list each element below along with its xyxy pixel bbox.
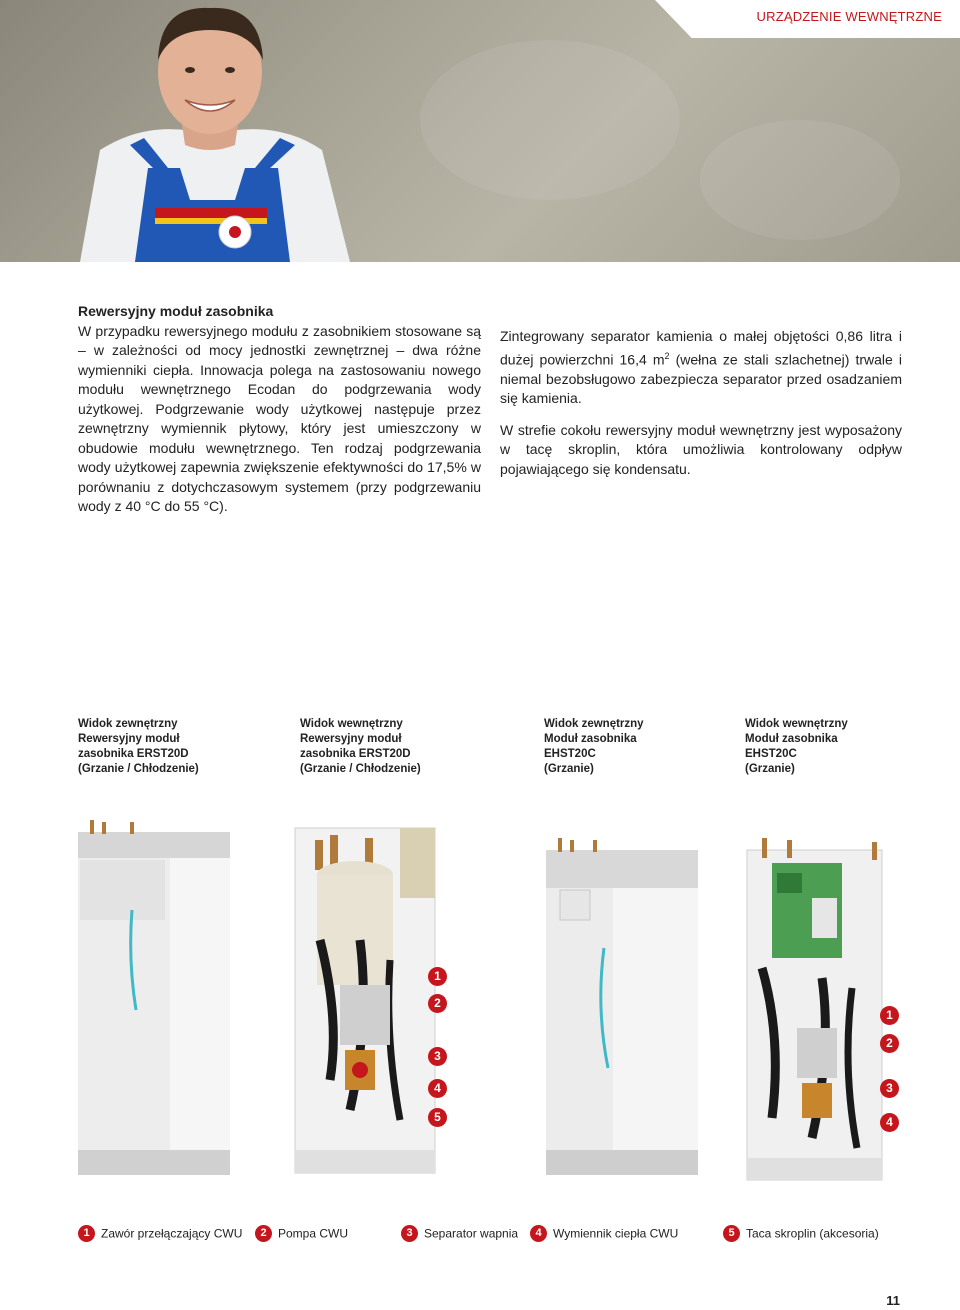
legend-number: 3 (401, 1225, 418, 1242)
legend-label: Pompa CWU (278, 1226, 349, 1241)
left-paragraph-text: W przypadku rewersyjnego modułu z zasobnikiem stosowane są – w zależności od mocy jednostki zewnętrznej – dwa różne wymienniki ciepła. Innowacja polega na zastosowaniu nowego modułu wewnętrznego Ecodan do podgrzewania wody użytkowej. Podgrzewanie wody użytkowej następuje przez zewnętrzny wymiennik płytowy, który jest umieszczony w obudowie modułu wewnętrznego. Ten rodzaj podgrzewania wody użytkowej zapewnia zwiększenie efektywności do 17,5% w porównaniu z dotychczasowym systemem (przy podgrzewaniu wody z 40 °C do 55 °C). (78, 322, 481, 514)
caption-1 (78, 717, 199, 777)
unit-interior-ehst20c (742, 838, 892, 1183)
caption-line: Rewersyjny moduł (300, 733, 402, 745)
marker-1: 1 (428, 967, 447, 986)
legend-number: 1 (78, 1225, 95, 1242)
legend-item-5 (723, 1224, 879, 1243)
left-paragraph (78, 302, 481, 517)
marker-4: 4 (428, 1079, 447, 1098)
legend-item-3 (401, 1224, 518, 1243)
caption-line: zasobnika ERST20D (78, 748, 189, 760)
caption-line: (Grzanie / Chłodzenie) (78, 763, 199, 775)
right-paragraph-1b: (wełna ze stali szlachetnej) trwale i niemal bezobsługowo zabezpiecza separator przed osadzaniem się kamienia. (500, 351, 902, 407)
legend-number: 5 (723, 1225, 740, 1242)
caption-line: Widok wewnętrzny (300, 718, 403, 730)
caption-line: (Grzanie) (745, 763, 795, 775)
right-paragraph-2: W strefie cokołu rewersyjny moduł wewnętrzny jest wyposażony w tacę skroplin, która umożliwia kontrolowany odpływ pojawiającego się kondensatu. (500, 421, 902, 477)
caption-3 (544, 717, 644, 777)
caption-line: (Grzanie / Chłodzenie) (300, 763, 421, 775)
unit-interior-erst20d (290, 820, 445, 1175)
unit-exterior-erst20d (70, 820, 240, 1175)
page-number: 11 (886, 1293, 900, 1308)
legend-label: Wymiennik ciepła CWU (553, 1226, 679, 1241)
marker-3: 3 (428, 1047, 447, 1066)
header-photo (0, 0, 960, 262)
legend-label: Zawór przełączający CWU (101, 1226, 243, 1241)
caption-line: (Grzanie) (544, 763, 594, 775)
caption-line: EHST20C (544, 748, 596, 760)
legend-item-4 (530, 1224, 678, 1243)
marker-2: 2 (428, 994, 447, 1013)
marker-4: 4 (880, 1113, 899, 1132)
caption-line: Widok zewnętrzny (78, 718, 178, 730)
marker-2: 2 (880, 1034, 899, 1053)
marker-3: 3 (880, 1079, 899, 1098)
section-title: Rewersyjny moduł zasobnika (78, 303, 274, 319)
marker-1: 1 (880, 1006, 899, 1025)
right-paragraph-1 (500, 327, 902, 409)
legend-item-1 (78, 1224, 242, 1243)
right-column (500, 327, 902, 491)
right-paragraph-1a: Zintegrowany separator kamienia o małej objętości 0,86 litra i dużej powierzchni 16,4 m (500, 328, 902, 368)
legend-label: Separator wapnia (424, 1226, 519, 1241)
caption-2 (300, 717, 421, 777)
legend-number: 2 (255, 1225, 272, 1242)
caption-line: zasobnika ERST20D (300, 748, 411, 760)
caption-4 (745, 717, 848, 777)
legend-item-2 (255, 1224, 348, 1243)
unit-exterior-ehst20c (538, 838, 708, 1178)
legend-number: 4 (530, 1225, 547, 1242)
caption-line: Widok wewnętrzny (745, 718, 848, 730)
marker-5: 5 (428, 1108, 447, 1127)
section-header: URZĄDZENIE WEWNĘTRZNE (756, 9, 942, 24)
caption-line: Moduł zasobnika (745, 733, 838, 745)
caption-line: Moduł zasobnika (544, 733, 637, 745)
legend-label: Taca skroplin (akcesoria) (746, 1226, 879, 1241)
caption-line: Rewersyjny moduł (78, 733, 180, 745)
superscript: 2 (664, 350, 670, 361)
worker-photo (60, 0, 360, 262)
caption-line: EHST20C (745, 748, 797, 760)
caption-line: Widok zewnętrzny (544, 718, 644, 730)
left-column (78, 302, 481, 529)
